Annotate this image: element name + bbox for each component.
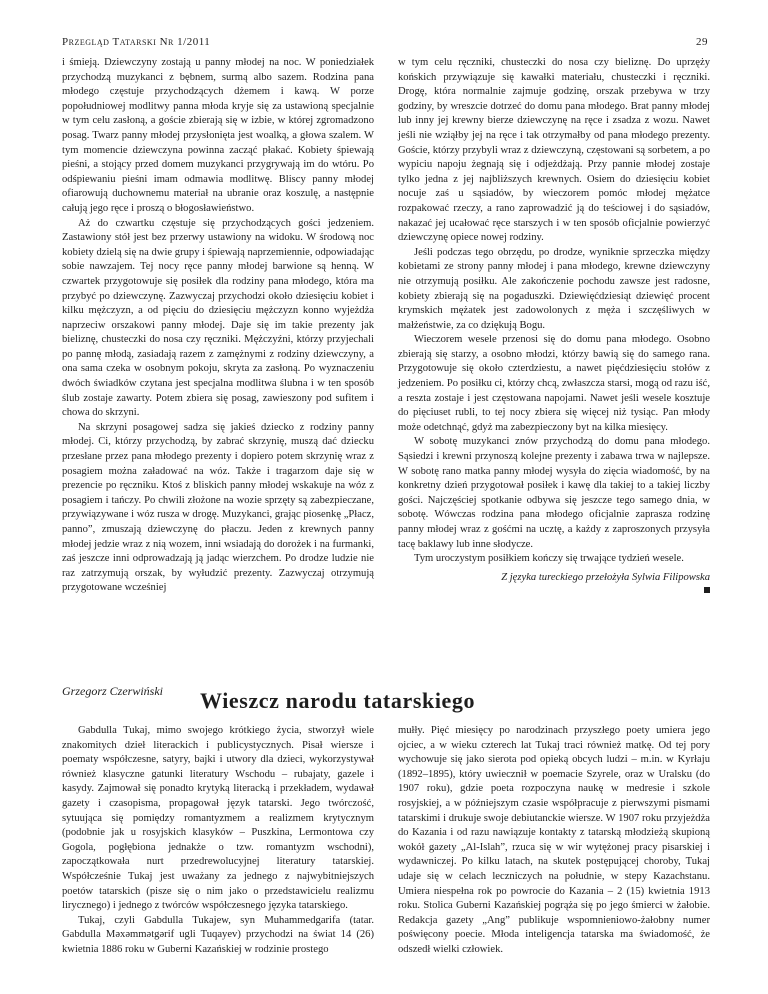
translator-note: Z języka tureckiego przełożyła Sylwia Filipowska [501,571,710,583]
running-head [62,36,708,48]
paragraph: Na skrzyni posagowej sadza się jakieś dziecko z rodziny panny młodej. Ci, którzy przychodzą, by zabrać skrzynię, muszą dać dziecku przesłane przez pana młodego prezenty i dopiero potem skrzynię wraz z posagiem można załadować na wóz. Także i tragarzom daje się w prezencie po ręczniku. Ktoś z bliskich panny młodej wskakuje na wóz z posagiem i tańczy. Po chwili złożone na wozie sprzęty są zabezpieczane, przywiązywane i wóz rusza w drogę. Muzykanci, grając piosenkę „Płacz, panno”, zmuszają dziewczynę do płaczu. Jeden z krewnych panny młodej jedzie wraz z nią wozem, inni wsiadają do dorożek i na furmanki, zaś jeszcze inni odprowadzają ją jadąc wierzchem. Po drodze ludzie nie raz zatrzymują orszak, by wyłudzić prezenty. Zazwyczaj otrzymują przygotowane wcześniej [62,421,374,594]
journal-title: Przegląd Tatarski Nr 1/2011 [62,36,211,48]
paragraph: Aż do czwartku częstuje się przychodzących gości jedzeniem. Zastawiony stół jest bez przerwy ustawiony na widoku. W środową noc kobiety dzielą się na dwie grupy i śpiewają naprzemiennie, odpowiadając sobie nawzajem. Tej nocy ręce panny młodej barwione są henną. W czwartek przygotowuje się posiłek dla rodziny pana młodego, która ma przybyć po dziewczynę. Zazwyczaj przychodzi około dziesięciu kobiet i kilku mężczyzn, a od pięciu do dziesięciu mężczyzn konno wyjeżdża naprzeciw orszakowi panny młodej. Daje się im takie prezenty jak bieliznę, chusteczki do nosa czy ręczniki. Mężczyźni, którzy przyjechali po pannę młodą, zasiadają razem z zamężnymi z rodziny dziewczyny, a ona sama czeka w osobnym pokoju, skryta za zasłoną. Po wyznaczeniu dwóch świadków czytana jest specjalna modlitwa ślubna i w ten sposób ślub zostaje zawarty. Potem zbiera się posag, zawieszony pod sufitem i chowa do skrzyni. [62,217,374,419]
article-author: Grzegorz Czerwiński [62,684,164,698]
article-right-column [398,724,710,958]
paragraph: i śmieją. Dziewczyny zostają u panny młodej na noc. W poniedziałek przychodzą muzykanci z bębnem, surmą albo sazem. Rodzina pana młodego częstuje przychodzących dżemem i kawą. W porze popołudniowej modlitwy panna młoda kryje się za ustawioną specjalnie w tym celu zasłoną, a goście zbierają się w izbie, w której zgromadzono posag. Twarz panny młodej przysłonięta jest woalką, a głowa szalem. W tym momencie dziewczyna powinna zacząć płakać. Kobiety śpiewają pieśni, a stojący przed domem muzykanci przygrywają im do wtóru. Po odśpiewaniu pieśni imam odmawia modlitwę. Bliscy panny młodej ofiarowują duchownemu materiał na ubranie oraz koszulę, a następnie całują jego ręce i proszą o błogosławieństwo. [62,57,374,214]
paragraph: Jeśli podczas tego obrzędu, po drodze, wyniknie sprzeczka między kobietami ze strony panny młodej i pana młodego, krewne dziewczyny nie otrzymują posiłku. Ale zakończenie pochodu zawsze jest radosne, kobiety zbierają się na pogaduszki. Dziewięćdziesiąt dziewięć procent krymskich mężatek jest zadowolonych z męża i szczęśliwych w małżeństwie, za co dziękują Bogu. [398,246,710,331]
prev-article-right-column [398,56,710,593]
article-left-column [62,724,374,958]
article-title: Wieszcz narodu tatarskiego [200,688,476,713]
paragraph: Tukaj, czyli Gabdulla Tukajew, syn Muhammedgarifa (tatar. Gabdulla Məxəmmətgərif ugli Tuqayev) przychodzi na świat 14 (26) kwietnia 1886 roku w Guberni Kazańskiej w rodzinie prostego [62,914,374,955]
paragraph: w tym celu ręczniki, chusteczki do nosa czy bieliznę. Do uprzęży końskich przywiązuje się kawałki materiału, chusteczki i ręczniki. Drogę, która normalnie zajmuje godzinę, orszak przebywa w trzy godziny, by wreszcie dotrzeć do domu pana młodego. Brat panny młodej lub inny jej krewny bierze dziewczynę na ręce i zsadza z wozu. Nawet jeśli nie wziąłby jej na ręce i tak otrzymałby od pana młodego prezenty. Goście, którzy przybyli wraz z dziewczyną, częstowani są sorbetem, a po wypiciu napoju żegnają się i odjeżdżają. Przy pannie młodej zostaje tylko jedna z jej najbliższych krewnych. Osiem do dziesięciu kobiet nocuje zaś u sąsiadów, by wieczorem pomóc młodej mężatce rozpakować rzeczy, a rano zaprowadzić ją do teściowej i do sąsiadów, nakazać jej ucałować ręce starszych i w ten sposób oficjalnie powierzyć dziewczynę opiece nowej rodziny. [398,57,710,244]
paragraph: Wieczorem wesele przenosi się do domu pana młodego. Osobno zbierają się starzy, a osobno młodzi, którzy bawią się do samego rana. Przygotowuje się około czterdziestu, a nawet pięćdziesięciu stołów z jedzeniem. Po posiłku ci, którzy chcą, zwłaszcza starsi, mogą od razu iść, a reszta zostaje i jest częstowana napojami. Nawet jeśli wesele kosztuje do pięciuset rubli, to tej nocy zbiera się więcej niż tysiąc. Pan młody może odetchnąć, gdyż ma zabezpieczony byt na kilka miesięcy. [398,334,710,433]
prev-article-left-column [62,56,374,596]
paragraph: W sobotę muzykanci znów przychodzą do domu pana młodego. Sąsiedzi i krewni przynoszą kolejne prezenty i zabawa trwa w najlepsze. W sobotę rano matka panny młodej wysyła do zięcia wiadomość, by na konkretny dzień przygotował posiłek i kawę dla takiej to a takiej liczby gości. Najczęściej spotkanie odbywa się jeszcze tego samego dnia, w sobotę. Wówczas rodzina pana młodego oficjalnie zaprasza rodzinę panny młodej wraz z gośćmi na ucztę, a każdy z zaproszonych przysyła tacę baklawy lub inne słodycze. [398,436,710,550]
paragraph: Gabdulla Tukaj, mimo swojego krótkiego życia, stworzył wiele znakomitych dzieł literackich i publicystycznych. Pisał wiersze i poematy współczesne, satyry, bajki i utwory dla dzieci, wykorzystywał również klasyczne gatunki literatury Wschodu – rubajaty, gazele i kasydy. Zajmował się ponadto krytyką literacką i przekładem, wydawał gazety i czasopisma, propagował język tatarski. Jego twórczość, sytuująca się pomiędzy romantyzmem a realizmem krytycznym (podobnie jak u rosyjskich klasyków – Puszkina, Lermontowa czy Gogola, pogłębiona jednakże o tzw. romantyzm wschodni), zapoczątkowała nurt przedrewolucyjnej literatury tatarskiej. Współcześnie Tukaj jest uważany za jednego z najwybitniejszych poetów tatarskich (pisze się o nim jako o przedstawicielu realizmu lirycznego) i jednego z twórców współczesnego języka tatarskiego. [62,725,374,912]
end-of-article-mark [704,587,710,593]
paragraph: Tym uroczystym posiłkiem kończy się trwające tydzień wesele. [414,553,684,565]
page-number: 29 [696,36,708,48]
paragraph: mułły. Pięć miesięcy po narodzinach przyszłego poety umiera jego ojciec, a w wieku czterech lat Tukaj traci również matkę. Od tej pory wychowuje się jako sierota pod opieką obcych ludzi – m.in. w Kyrłaju (1892–1895), który uwiecznił w poemacie Szyrele, oraz w Uralsku (do 1907 roku), gdzie poeta rozpoczyna naukę w medresie i szkole rosyjskiej, a w późniejszym czasie współpracuje z pierwszymi pismami tatarskimi i drukuje swoje debiutanckie wiersze. W 1907 roku przyjeżdża do Kazania i od razu nawiązuje kontakty z tatarską młodzieżą skupioną wokół gazety „Al-Islah”, rzuca się w wir wytężonej pracy pisarskiej i wydawniczej. Po kilku latach, na skutek postępującej choroby, Tukaj udaje się w celach leczniczych na południe, w stepy Kazachstanu. Umiera niespełna rok po powrocie do Kazania – 2 (15) kwietnia 1913 roku. Stolica Guberni Kazańskiej pogrąża się po jego śmierci w żałobie. Redakcja gazety „Ang” publikuje wspomnieniowo-żałobny numer poświęcony poecie. Młoda inteligencja tatarska ma świadomość, że odszedł wielki człowiek. [398,725,710,955]
